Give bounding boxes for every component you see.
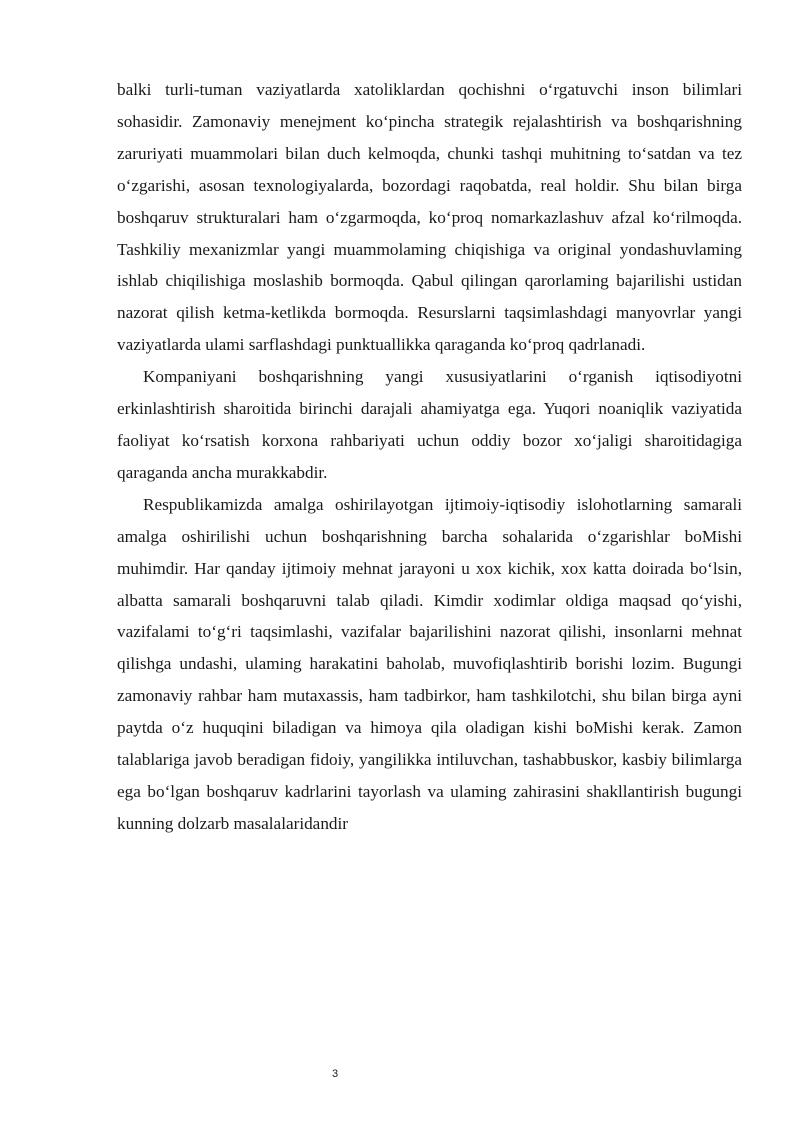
paragraph-reforms: Respublikamizda amalga oshirilayotgan ijtimoiy-iqtisodiy islohotlarning samarali amalga oshirilishi uchun boshqarishning barcha sohalarida o‘zgarishlar boMishi muhimdir. Har qanday ijtimoiy mehnat jarayoni u xox kichik, xox katta doirada bo‘lsin, albatta samarali boshqaruvni talab qiladi. Kimdir xodimlar oldiga maqsad qo‘yishi, vazifalami to‘g‘ri taqsimlashi, vazifalar bajarilishini nazorat qilishi, insonlarni mehnat qilishga undashi, ulaming harakatini baholab, muvofiqlashtirib borishi lozim. Bugungi zamonaviy rahbar ham mutaxassis, ham tadbirkor, ham tashkilotchi, shu bilan birga ayni paytda o‘z huquqini biladigan va himoya qila oladigan kishi boMishi kerak. Zamon talablariga javob beradigan fidoiy, yangilikka intiluvchan, tashabbuskor, kasbiy bilimlarga ega bo‘lgan boshqaruv kadrlarini tayorlash va ulaming zahirasini shakllantirish bugungi kunning dolzarb masalalaridandir: [117, 494, 742, 833]
paragraph-continuation: balki turli-tuman vaziyatlarda xatoliklardan qochishni o‘rgatuvchi inson bilimlari sohasidir. Zamonaviy menejment ko‘pincha strategik rejalashtirish va boshqarishning zaruriyati muammolari bilan duch kelmoqda, chunki tashqi muhitning to‘satdan va tez o‘zgarishi, asosan texnologiyalarda, bozordagi raqobatda, real holdir. Shu bilan birga boshqaruv strukturalari ham o‘zgarmoqda, ko‘proq nomarkazlashuv afzal ko‘rilmoqda. Tashkiliy mexanizmlar yangi muammolaming chiqishiga va original yondashuvlaming ishlab chiqilishiga moslashib bormoqda. Qabul qilingan qarorlaming bajarilishi ustidan nazorat qilish ketma-ketlikda bormoqda. Resurslarni taqsimlashdagi manyovrlar yangi vaziyatlarda ulami sarflashdagi punktuallikka qaraganda ko‘proq qadrlanadi.: [117, 80, 742, 355]
document-body: [117, 74, 742, 840]
paragraph-company-management: Kompaniyani boshqarishning yangi xususiyatlarini o‘rganish iqtisodiyotni erkinlashtirish sharoitida birinchi darajali ahamiyatga ega. Yuqori noaniqlik vaziyatida faoliyat ko‘rsatish korxona rahbariyati uchun oddiy bozor xo‘jaligi sharoitidagiga qaraganda ancha murakkabdir.: [117, 367, 742, 482]
page-number: 3: [331, 1068, 339, 1080]
